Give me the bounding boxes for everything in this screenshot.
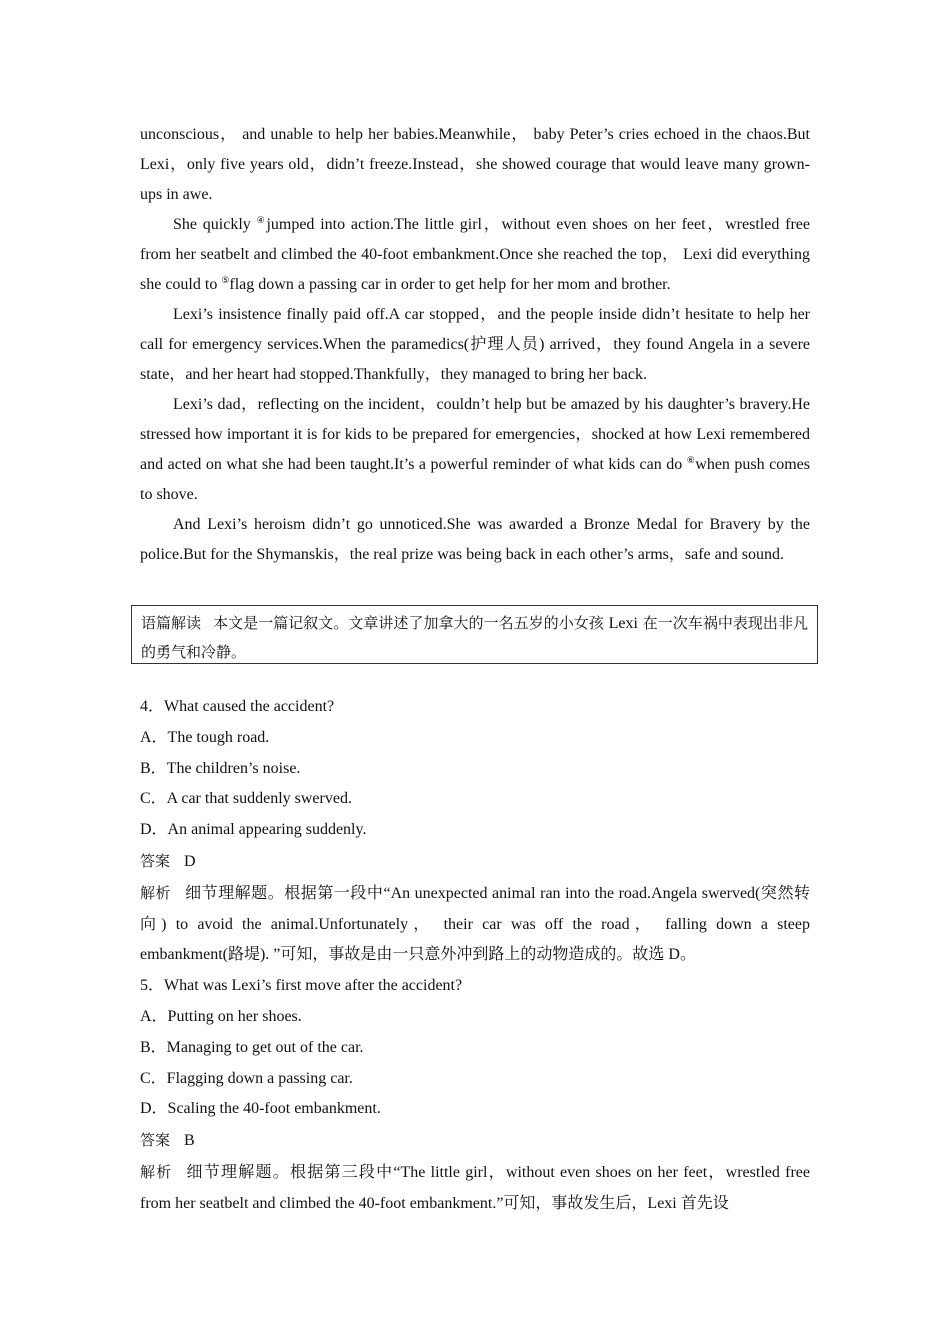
question-5-option-b: B．Managing to get out of the car. <box>140 1038 364 1056</box>
question-5-analysis: 解析 细节理解题。根据第三段中“The little girl，without even shoes on her feet，wrestled free from her seatbelt and climbed the 40-foot embankment.”可知，事故发生后，Lexi 首先设 <box>140 1162 810 1212</box>
note-marker-6: ⑥ <box>686 455 696 465</box>
summary-label: 语篇解读 <box>141 614 202 632</box>
summary-text: 语篇解读 本文是一篇记叙文。文章讲述了加拿大的一名五岁的小女孩 Lexi 在一次车祸中表现出非凡的勇气和冷静。 <box>141 614 808 661</box>
question-5-stem: 5．What was Lexi’s first move after the accident? <box>140 977 463 995</box>
question-4-option-a: A．The tough road. <box>140 728 270 746</box>
note-marker-4: ④ <box>256 215 267 225</box>
question-5-option-c: C．Flagging down a passing car. <box>140 1069 353 1087</box>
paragraph-5: And Lexi’s heroism didn’t go unnoticed.She was awarded a Bronze Medal for Bravery by the police.But for the Shymanskis，the real prize was being back in each other’s arms，safe and sound. <box>140 516 810 563</box>
question-4-stem: 4．What caused the accident? <box>140 698 335 715</box>
question-4-analysis: 解析 细节理解题。根据第一段中“An unexpected animal ran into the road.Angela swerved(突然转向) to avoid the animal.Unfortunately， their car was off the road， falling down a steep embankment(路堤). ”可知，事故是由一只意外冲到路上的动物造成的。故选 D。 <box>140 883 810 964</box>
question-5-option-a: A．Putting on her shoes. <box>140 1007 302 1025</box>
paragraph-2: She quickly ④jumped into action.The little girl，without even shoes on her feet，wrestled free from her seatbelt and climbed the 40-foot embankment.Once she reached the top， Lexi did everything she could to ⑤flag down a passing car in order to get help for her mom and brother. <box>140 215 810 293</box>
paragraph-4: Lexi’s dad，reflecting on the incident，couldn’t help but be amazed by his daughter’s bravery.He stressed how important it is for kids to be prepared for emergencies，shocked at how Lexi remembered and acted on what she had been taught.It’s a powerful reminder of what kids can do ⑥when push comes to shove. <box>140 396 810 503</box>
question-4-option-b: B．The children’s noise. <box>140 759 301 777</box>
summary-box <box>131 605 818 664</box>
question-4-answer: 答案 D <box>140 851 196 870</box>
passage <box>140 120 810 570</box>
paragraph-3: Lexi’s insistence finally paid off.A car stopped，and the people inside didn’t hesitate to help her call for emergency services.When the paramedics(护理人员) arrived，they found Angela in a severe state，and her heart had stopped.Thankfully，they managed to bring her back. <box>140 306 810 383</box>
question-5-option-d: D．Scaling the 40-foot embankment. <box>140 1100 381 1118</box>
question-5-answer: 答案 B <box>140 1131 195 1150</box>
question-4-option-d: D．An animal appearing suddenly. <box>140 821 367 839</box>
question-4-option-c: C．A car that suddenly swerved. <box>140 790 352 808</box>
questions <box>140 692 810 1220</box>
note-marker-5: ⑤ <box>221 275 230 285</box>
paragraph-1: unconscious， and unable to help her babies.Meanwhile， baby Peter’s cries echoed in the chaos.But Lexi，only five years old，didn’t freeze.Instead，she showed courage that would leave many grown-ups in awe. <box>140 126 810 203</box>
